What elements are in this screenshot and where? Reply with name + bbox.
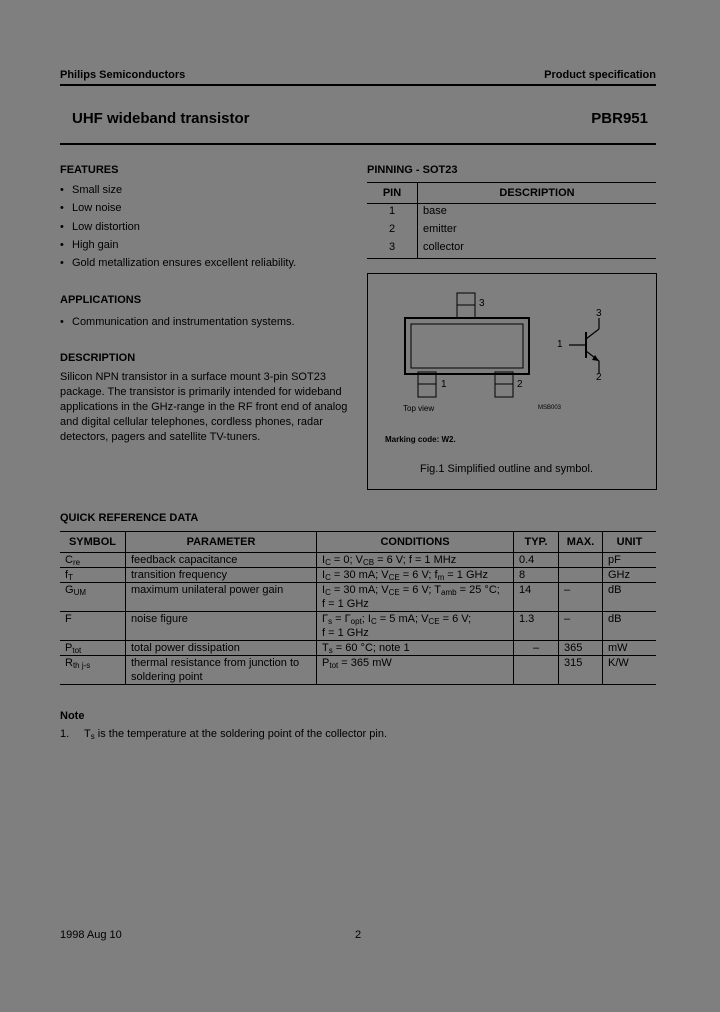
pin1-label: 1 xyxy=(441,379,447,390)
max-cell: 315 xyxy=(559,656,603,685)
features-list xyxy=(60,184,350,275)
footer-date: 1998 Aug 10 xyxy=(60,929,122,941)
description-heading: DESCRIPTION xyxy=(60,352,136,364)
col-description: DESCRIPTION xyxy=(418,183,657,204)
description-text xyxy=(60,370,360,445)
symbol-cell: $f_T$ xyxy=(60,568,126,583)
conditions-cell: $P_{tot} = 365$ mW xyxy=(317,656,514,685)
pin3-label: 3 xyxy=(479,298,485,309)
conditions-cell: $I_C = 0$; $V_{CB} = 6$ V; f = 1 MHz xyxy=(317,553,514,568)
part-number: PBR951 xyxy=(591,110,648,127)
parameter-cell: thermal resistance from junction to soldering point xyxy=(126,656,317,685)
conditions-cell: $\Gamma_s = \Gamma_{opt}$; $I_C = 5$ mA; $V_{CE} = 6$ V; f = 1 GHz xyxy=(317,612,514,641)
typ-cell: 1.3 xyxy=(514,612,559,641)
list-item: • Low noise xyxy=(60,202,350,220)
title-rule xyxy=(60,143,656,145)
table-header-row xyxy=(367,183,656,204)
note-text: $T_s$ is the temperature at the soldering point of the collector pin. xyxy=(84,728,388,741)
col-max: MAX. xyxy=(559,532,603,553)
package-body xyxy=(405,318,529,374)
max-cell xyxy=(559,568,603,583)
max-cell: – xyxy=(559,612,603,641)
list-item: • Low distortion xyxy=(60,221,350,239)
list-item: • High gain xyxy=(60,239,350,257)
list-item: • Small size xyxy=(60,184,350,202)
marking-code: Marking code: W2. xyxy=(385,435,456,444)
max-cell xyxy=(559,553,603,568)
col-symbol: SYMBOL xyxy=(60,532,126,553)
description-line: applications in the GHz-range in the RF front end of analog xyxy=(60,401,348,413)
pinning-table xyxy=(367,182,656,259)
unit-cell: K/W xyxy=(603,656,657,685)
col-typ: TYP. xyxy=(514,532,559,553)
table-row xyxy=(60,553,656,568)
unit-cell: dB xyxy=(603,612,657,641)
table-row xyxy=(60,656,656,685)
pin-description: emitter xyxy=(418,222,657,240)
conditions-cell: $T_s = 60$ °C; note 1 xyxy=(317,641,514,656)
note-number: 1. xyxy=(60,728,70,740)
description-line: Silicon NPN transistor in a surface mount 3-pin SOT23 xyxy=(60,371,326,383)
unit-cell: GHz xyxy=(603,568,657,583)
typ-cell: – xyxy=(514,641,559,656)
unit-cell: dB xyxy=(603,583,657,612)
unit-cell: mW xyxy=(603,641,657,656)
qrd-heading: QUICK REFERENCE DATA xyxy=(60,512,199,524)
features-heading: FEATURES xyxy=(60,164,119,176)
max-cell: – xyxy=(559,583,603,612)
col-conditions: CONDITIONS xyxy=(317,532,514,553)
table-row xyxy=(60,583,656,612)
applications-heading: APPLICATIONS xyxy=(60,294,142,306)
figure-ref: MSB003 xyxy=(538,405,562,411)
header-rule xyxy=(60,84,656,86)
parameter-cell: maximum unilateral power gain xyxy=(126,583,317,612)
note-heading: Note xyxy=(60,710,85,722)
parameter-cell: transition frequency xyxy=(126,568,317,583)
outline-drawing xyxy=(368,274,656,489)
figure-caption: Fig.1 Simplified outline and symbol. xyxy=(420,463,594,475)
table-row xyxy=(60,612,656,641)
col-unit: UNIT xyxy=(603,532,657,553)
applications-list xyxy=(60,316,350,334)
pin-description: base xyxy=(418,204,657,223)
symbol-collector-label: 3 xyxy=(596,308,602,319)
symbol-cell: $R_{th j-s}$ xyxy=(60,656,126,685)
page-title: UHF wideband transistor xyxy=(72,110,250,127)
pin-number: 1 xyxy=(367,204,418,223)
pin-number: 2 xyxy=(367,222,418,240)
description-line: and digital cellular telephones, cordless phones, radar xyxy=(60,416,323,428)
col-pin: PIN xyxy=(367,183,418,204)
table-row xyxy=(367,204,656,223)
symbol-cell: $P_{tot}$ xyxy=(60,641,126,656)
table-row xyxy=(60,641,656,656)
npn-transistor-symbol xyxy=(569,318,599,373)
list-item: • Communication and instrumentation systems. xyxy=(60,316,350,334)
max-cell: 365 xyxy=(559,641,603,656)
parameter-cell: noise figure xyxy=(126,612,317,641)
symbol-cell: F xyxy=(60,612,126,641)
description-line: detectors, pagers and satellite TV-tuners. xyxy=(60,431,261,443)
company-name: Philips Semiconductors xyxy=(60,69,186,81)
page-number: 2 xyxy=(355,929,362,941)
parameter-cell: total power dissipation xyxy=(126,641,317,656)
parameter-cell: feedback capacitance xyxy=(126,553,317,568)
table-row xyxy=(367,240,656,259)
typ-cell: 14 xyxy=(514,583,559,612)
doc-type: Product specification xyxy=(544,69,656,81)
figure-box xyxy=(367,273,657,490)
col-parameter: PARAMETER xyxy=(126,532,317,553)
typ-cell xyxy=(514,656,559,685)
table-row xyxy=(367,222,656,240)
symbol-cell: $C_{re}$ xyxy=(60,553,126,568)
symbol-base-label: 1 xyxy=(557,339,563,350)
pin2-label: 2 xyxy=(517,379,523,390)
pin-number: 3 xyxy=(367,240,418,259)
typ-cell: 8 xyxy=(514,568,559,583)
table-row xyxy=(60,568,656,583)
package-inner xyxy=(411,324,523,368)
list-item: • Gold metallization ensures excellent reliability. xyxy=(60,257,350,275)
table-header-row xyxy=(60,532,656,553)
pinning-heading: PINNING - SOT23 xyxy=(367,164,458,176)
top-view-label: Top view xyxy=(403,404,435,413)
quick-reference-table xyxy=(60,531,656,685)
symbol-cell: $G_{UM}$ xyxy=(60,583,126,612)
conditions-cell: $I_C = 30$ mA; $V_{CE} = 6$ V; $f_m = 1$ GHz xyxy=(317,568,514,583)
description-line: package. The transistor is primarily intended for wideband xyxy=(60,386,342,398)
unit-cell: pF xyxy=(603,553,657,568)
symbol-emitter-label: 2 xyxy=(596,372,602,383)
typ-cell: 0.4 xyxy=(514,553,559,568)
pin-description: collector xyxy=(418,240,657,259)
conditions-cell: $I_C = 30$ mA; $V_{CE} = 6$ V; $T_{amb} = 25$ °C; f = 1 GHz xyxy=(317,583,514,612)
